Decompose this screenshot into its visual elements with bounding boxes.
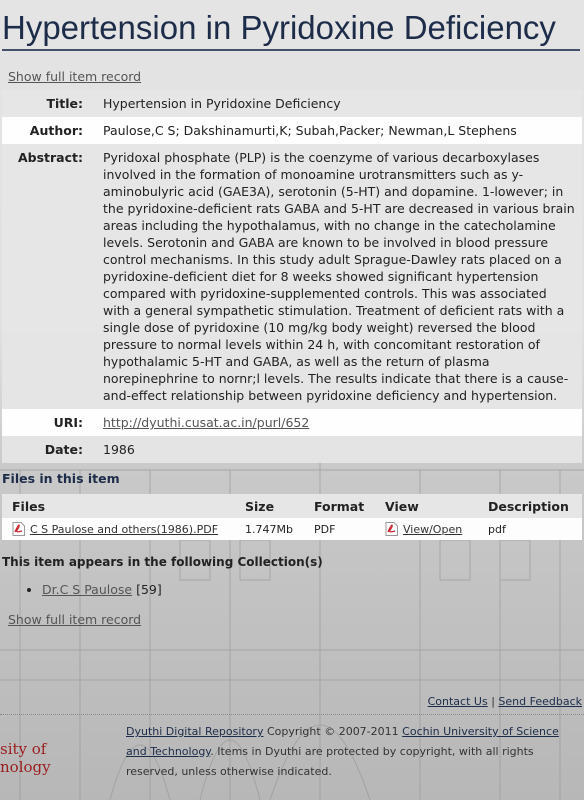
pdf-file-icon xyxy=(12,522,25,536)
files-table xyxy=(2,494,582,540)
item-metadata-table xyxy=(2,90,582,463)
meta-value: 1986 xyxy=(103,442,135,457)
file-name-link[interactable]: C S Paulose and others(1986).PDF xyxy=(30,523,219,536)
meta-value: Pyridoxal phosphate (PLP) is the coenzyme of various decarboxylases involved in the formation of monoamine urotransmitters such as y-aminobulyric acid (GAE3A), serotonin (5-HT) and dopamine. 1-lowever; in the pyridoxine-deficient rats GABA and 5-HT are decreased in various brain areas including the hypothalamus, with no change in the catecholamine levels. Serotonin and GABA are known to be involved in blood pressure control mechanisms. In this study adult Sprague-Dawley rats placed on a pyridoxine-deficient diet for 8 weeks showed significant hypertension compared with pyridoxine-supplemented controls. This was associated with a general sympathetic stimulation. Treatment of deficient rats with a single dose of pyridoxine (10 mg/kg body weight) reversed the blood pressure to normal levels within 24 h, with concomitant restoration of hypothalamic 5-HT and GABA, as well as the return of plasma norepinephrine to nornr;l levels. The results indicate that there is a cause-and-effect relationship between pyridoxine deficiency and hypertension. xyxy=(103,150,575,403)
university-logo-text xyxy=(0,740,51,776)
meta-row-date xyxy=(2,436,582,463)
show-full-record-link-bottom[interactable]: Show full item record xyxy=(8,612,142,627)
footer-separator: | xyxy=(491,695,495,708)
uri-link[interactable]: http://dyuthi.cusat.ac.in/purl/652 xyxy=(103,415,310,430)
col-header-view: View xyxy=(375,494,478,518)
send-feedback-link[interactable]: Send Feedback xyxy=(498,695,582,708)
list-item xyxy=(42,582,162,597)
meta-value: Hypertension in Pyridoxine Deficiency xyxy=(103,96,341,111)
copyright-text: Copyright © 2007-2011 xyxy=(263,725,403,738)
logo-line-2: nology xyxy=(0,758,51,776)
view-open-link[interactable]: View/Open xyxy=(403,523,463,536)
meta-row-author xyxy=(2,117,582,144)
footer-divider xyxy=(0,714,584,715)
collections-list xyxy=(24,582,162,597)
files-header-row xyxy=(2,494,582,518)
meta-label: Author: xyxy=(29,123,83,138)
file-description: pdf xyxy=(478,518,582,540)
table-row xyxy=(2,518,582,540)
show-full-record-link-top[interactable]: Show full item record xyxy=(8,69,142,84)
university-link[interactable]: Cochin University of Science and Technology xyxy=(126,725,559,758)
meta-row-uri xyxy=(2,409,582,436)
collection-count: [59] xyxy=(136,582,162,597)
meta-row-abstract xyxy=(2,144,582,409)
meta-row-title xyxy=(2,90,582,117)
collections-heading: This item appears in the following Collection(s) xyxy=(2,555,323,569)
pdf-view-icon[interactable] xyxy=(385,522,398,536)
col-header-format: Format xyxy=(304,494,375,518)
repository-link[interactable]: Dyuthi Digital Repository xyxy=(126,725,264,738)
file-size: 1.747Mb xyxy=(235,518,304,540)
meta-label: Abstract: xyxy=(17,150,83,165)
meta-value: Paulose,C S; Dakshinamurti,K; Subah,Packer; Newman,L Stephens xyxy=(103,123,517,138)
col-header-files: Files xyxy=(2,494,235,518)
files-heading: Files in this item xyxy=(2,471,120,486)
file-format: PDF xyxy=(304,518,375,540)
col-header-size: Size xyxy=(235,494,304,518)
rights-text: . Items in Dyuthi are protected by copyright, with all rights reserved, unless otherwise indicated. xyxy=(126,745,534,778)
collection-link[interactable]: Dr.C S Paulose xyxy=(42,582,133,597)
col-header-description: Description xyxy=(478,494,582,518)
meta-label: Title: xyxy=(46,96,83,111)
logo-line-1: sity of xyxy=(0,740,47,758)
footer-links xyxy=(428,695,582,708)
page-title: Hypertension in Pyridoxine Deficiency xyxy=(2,8,580,51)
copyright-notice xyxy=(126,722,566,782)
meta-label: URI: xyxy=(53,415,83,430)
contact-us-link[interactable]: Contact Us xyxy=(427,695,488,708)
meta-label: Date: xyxy=(44,442,83,457)
